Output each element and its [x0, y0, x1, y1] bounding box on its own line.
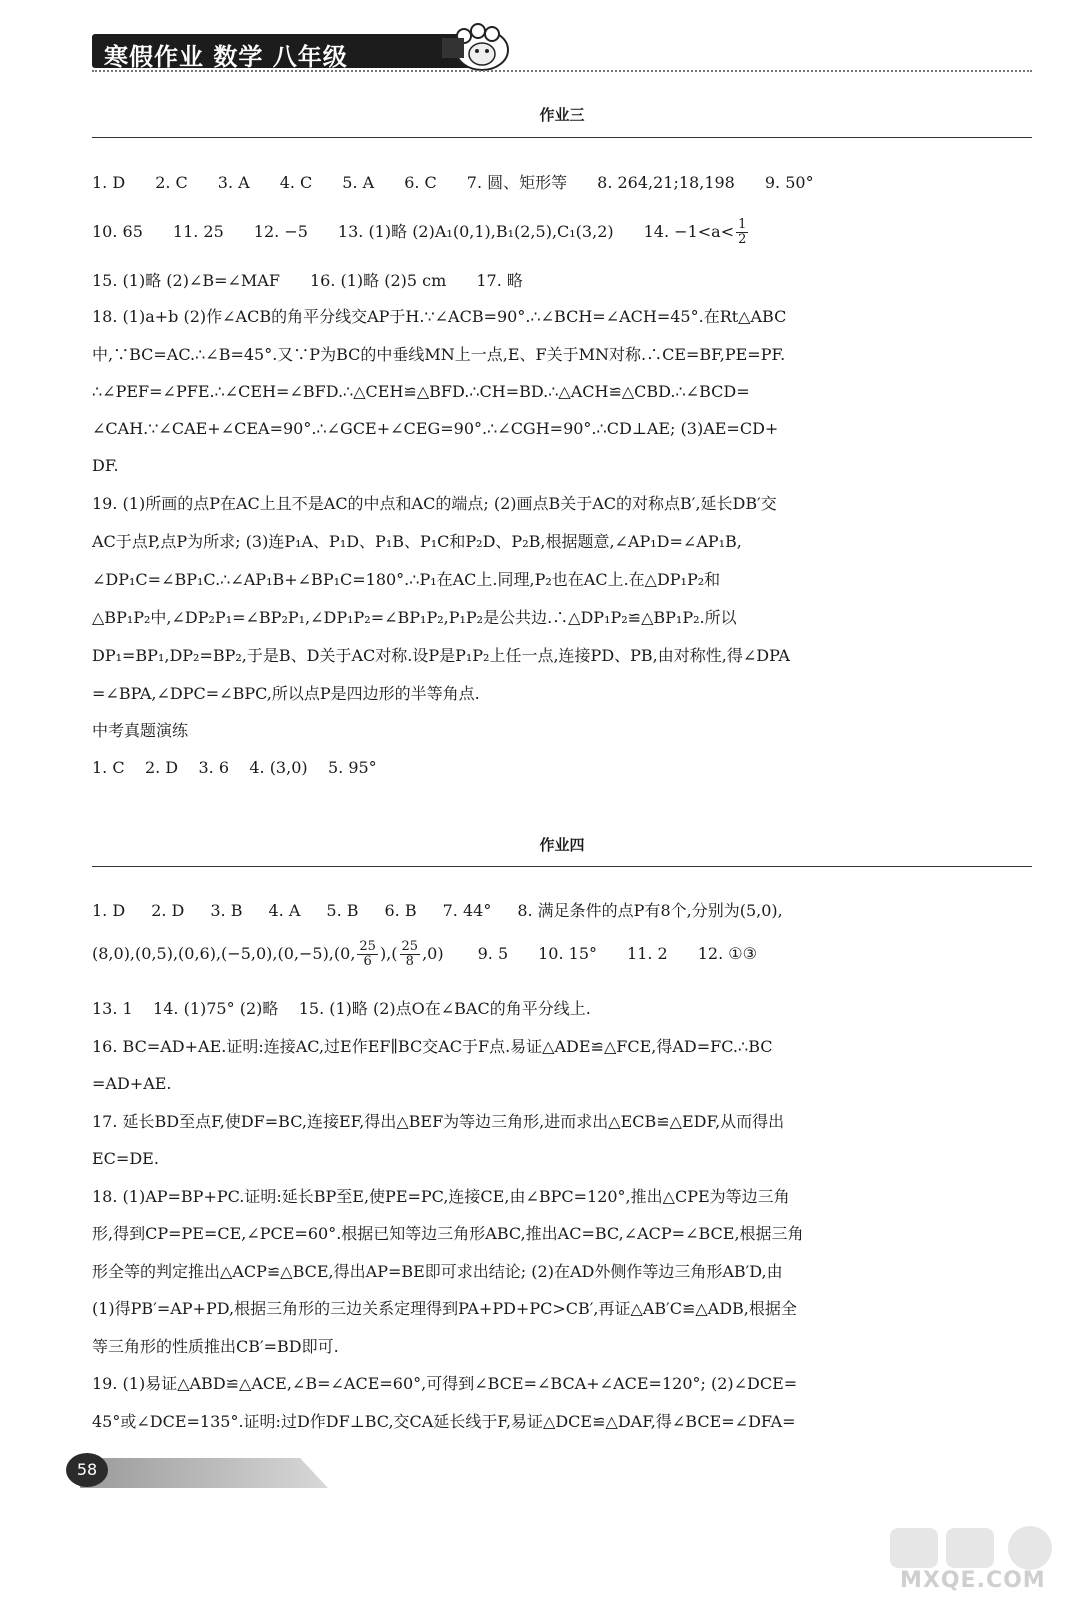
paragraph-line: 18. (1)a+b (2)作∠ACB的角平分线交AP于H.∵∠ACB=90°.∴∠BCH=∠ACH=45°.在Rt△ABC [92, 307, 787, 326]
answer-line: 1. C 2. D 3. 6 4. (3,0) 5. 95° [92, 758, 377, 777]
answer-line: 13. 1 14. (1)75° (2)略 15. (1)略 (2)点O在∠BAC的角平分线上. [92, 999, 591, 1018]
paragraph-line: =AD+AE. [92, 1074, 172, 1093]
fraction: $\frac{25}{6}$ [359, 939, 376, 969]
paragraph-line: EC=DE. [92, 1149, 159, 1168]
page-header-banner [92, 34, 472, 71]
page-number: 58 [66, 1453, 108, 1487]
answer-line: (8,0),(0,5),(0,6),(−5,0),(0,−5),(0, $\frac{25}{6}$ ),( $\frac{25}{8}$ ,0) 9. 5 10. 15° 11. 2 12. ①③ [92, 939, 757, 969]
paragraph-line: 等三角形的性质推出CB′=BD即可. [92, 1337, 339, 1356]
paragraph-line: 19. (1)所画的点P在AC上且不是AC的中点和AC的端点; (2)画点B关于AC的对称点B′,延长DB′交 [92, 494, 777, 513]
paragraph-line: ∴∠PEF=∠PFE.∴∠CEH=∠BFD.∴△CEH≌△BFD.∴CH=BD.∴△ACH≌△CBD.∴∠BCD= [92, 382, 750, 401]
paragraph-line: 19. (1)易证△ABD≌△ACE,∠B=∠ACE=60°,可得到∠BCE=∠BCA+∠ACE=120°; (2)∠DCE= [92, 1374, 798, 1393]
paragraph-line: 16. BC=AD+AE.证明:连接AC,过E作EF∥BC交AC于F点.易证△ADE≌△FCE,得AD=FC.∴BC [92, 1037, 773, 1056]
paragraph-line: =∠BPA,∠DPC=∠BPC,所以点P是四边形的半等角点. [92, 684, 480, 703]
paragraph-line: ∠CAH.∵∠CAE+∠CEA=90°.∴∠GCE+∠CEG=90°.∴∠CGH=90°.∴CD⊥AE; (3)AE=CD+ [92, 419, 779, 438]
header-dotted-divider [92, 70, 1032, 72]
paragraph-line: 17. 延长BD至点F,使DF=BC,连接EF,得出△BEF为等边三角形,进而求出△ECB≌△EDF,从而得出 [92, 1112, 785, 1131]
section-divider [92, 137, 1032, 138]
paragraph-line: 45°或∠DCE=135°.证明:过D作DF⊥BC,交CA延长线于F,易证△DCE≌△DAF,得∠BCE=∠DFA= [92, 1412, 796, 1431]
paragraph-line: △BP₁P₂中,∠DP₂P₁=∠BP₂P₁,∠DP₁P₂=∠BP₁P₂,P₁P₂是公共边.∴△DP₁P₂≌△BP₁P₂.所以 [92, 608, 737, 627]
paragraph-line: AC于点P,点P为所求; (3)连P₁A、P₁D、P₁B、P₁C和P₂D、P₂B,根据题意,∠AP₁D=∠AP₁B, [92, 532, 742, 551]
watermark-text: MXQE.COM [900, 1568, 1046, 1593]
fraction: $\frac{25}{8}$ [401, 939, 419, 969]
subsection-title: 中考真题演练 [92, 721, 189, 740]
paragraph-line: ∠DP₁C=∠BP₁C.∴∠AP₁B+∠BP₁C=180°.∴P₁在AC上.同理,P₂也在AC上.在△DP₁P₂和 [92, 570, 721, 589]
answer-line: 10. 65 11. 25 12. −5 13. (1)略 (2)A₁(0,1),B₁(2,5),C₁(3,2) 14. −1<a< $\frac{1}{2}$ [92, 217, 747, 247]
paragraph-line: 18. (1)AP=BP+PC.证明:延长BP至E,使PE=PC,连接CE,由∠BPC=120°,推出△CPE为等边三角 [92, 1187, 790, 1206]
paragraph-line: DF. [92, 456, 119, 475]
answer-line: 15. (1)略 (2)∠B=∠MAF 16. (1)略 (2)5 cm 17. 略 [92, 271, 523, 290]
sheep-mascot-icon [442, 22, 514, 74]
paragraph-line: DP₁=BP₁,DP₂=BP₂,于是B、D关于AC对称.设P是P₁P₂上任一点,连接PD、PB,由对称性,得∠DPA [92, 646, 790, 665]
answer-line: 1. D 2. C 3. A 4. C 5. A 6. C 7. 圆、矩形等 8. 264,21;18,198 9. 50° [92, 173, 814, 192]
section-title-hw4: 作业四 [539, 836, 585, 854]
section-divider [92, 866, 1032, 867]
header-title: 寒假作业 数学 八年级 [104, 43, 348, 71]
paragraph-line: 形,得到CP=PE=CE,∠PCE=60°.根据已知等边三角形ABC,推出AC=BC,∠ACP=∠BCE,根据三角 [92, 1224, 804, 1243]
paragraph-line: (1)得PB′=AP+PD,根据三角形的三边关系定理得到PA+PD+PC>CB′,再证△AB′C≌△ADB,根据全 [92, 1299, 797, 1318]
answer-line: 1. D 2. D 3. B 4. A 5. B 6. B 7. 44° 8. 满足条件的点P有8个,分别为(5,0), [92, 901, 783, 920]
paragraph-line: 中,∵BC=AC.∴∠B=45°.又∵P为BC的中垂线MN上一点,E、F关于MN对称.∴CE=BF,PE=PF. [92, 345, 786, 364]
paragraph-line: 形全等的判定推出△ACP≌△BCE,得出AP=BE即可求出结论; (2)在AD外侧作等边三角形AB′D,由 [92, 1262, 783, 1281]
section-title-hw3: 作业三 [539, 106, 585, 124]
fraction: $\frac{1}{2}$ [738, 217, 747, 247]
